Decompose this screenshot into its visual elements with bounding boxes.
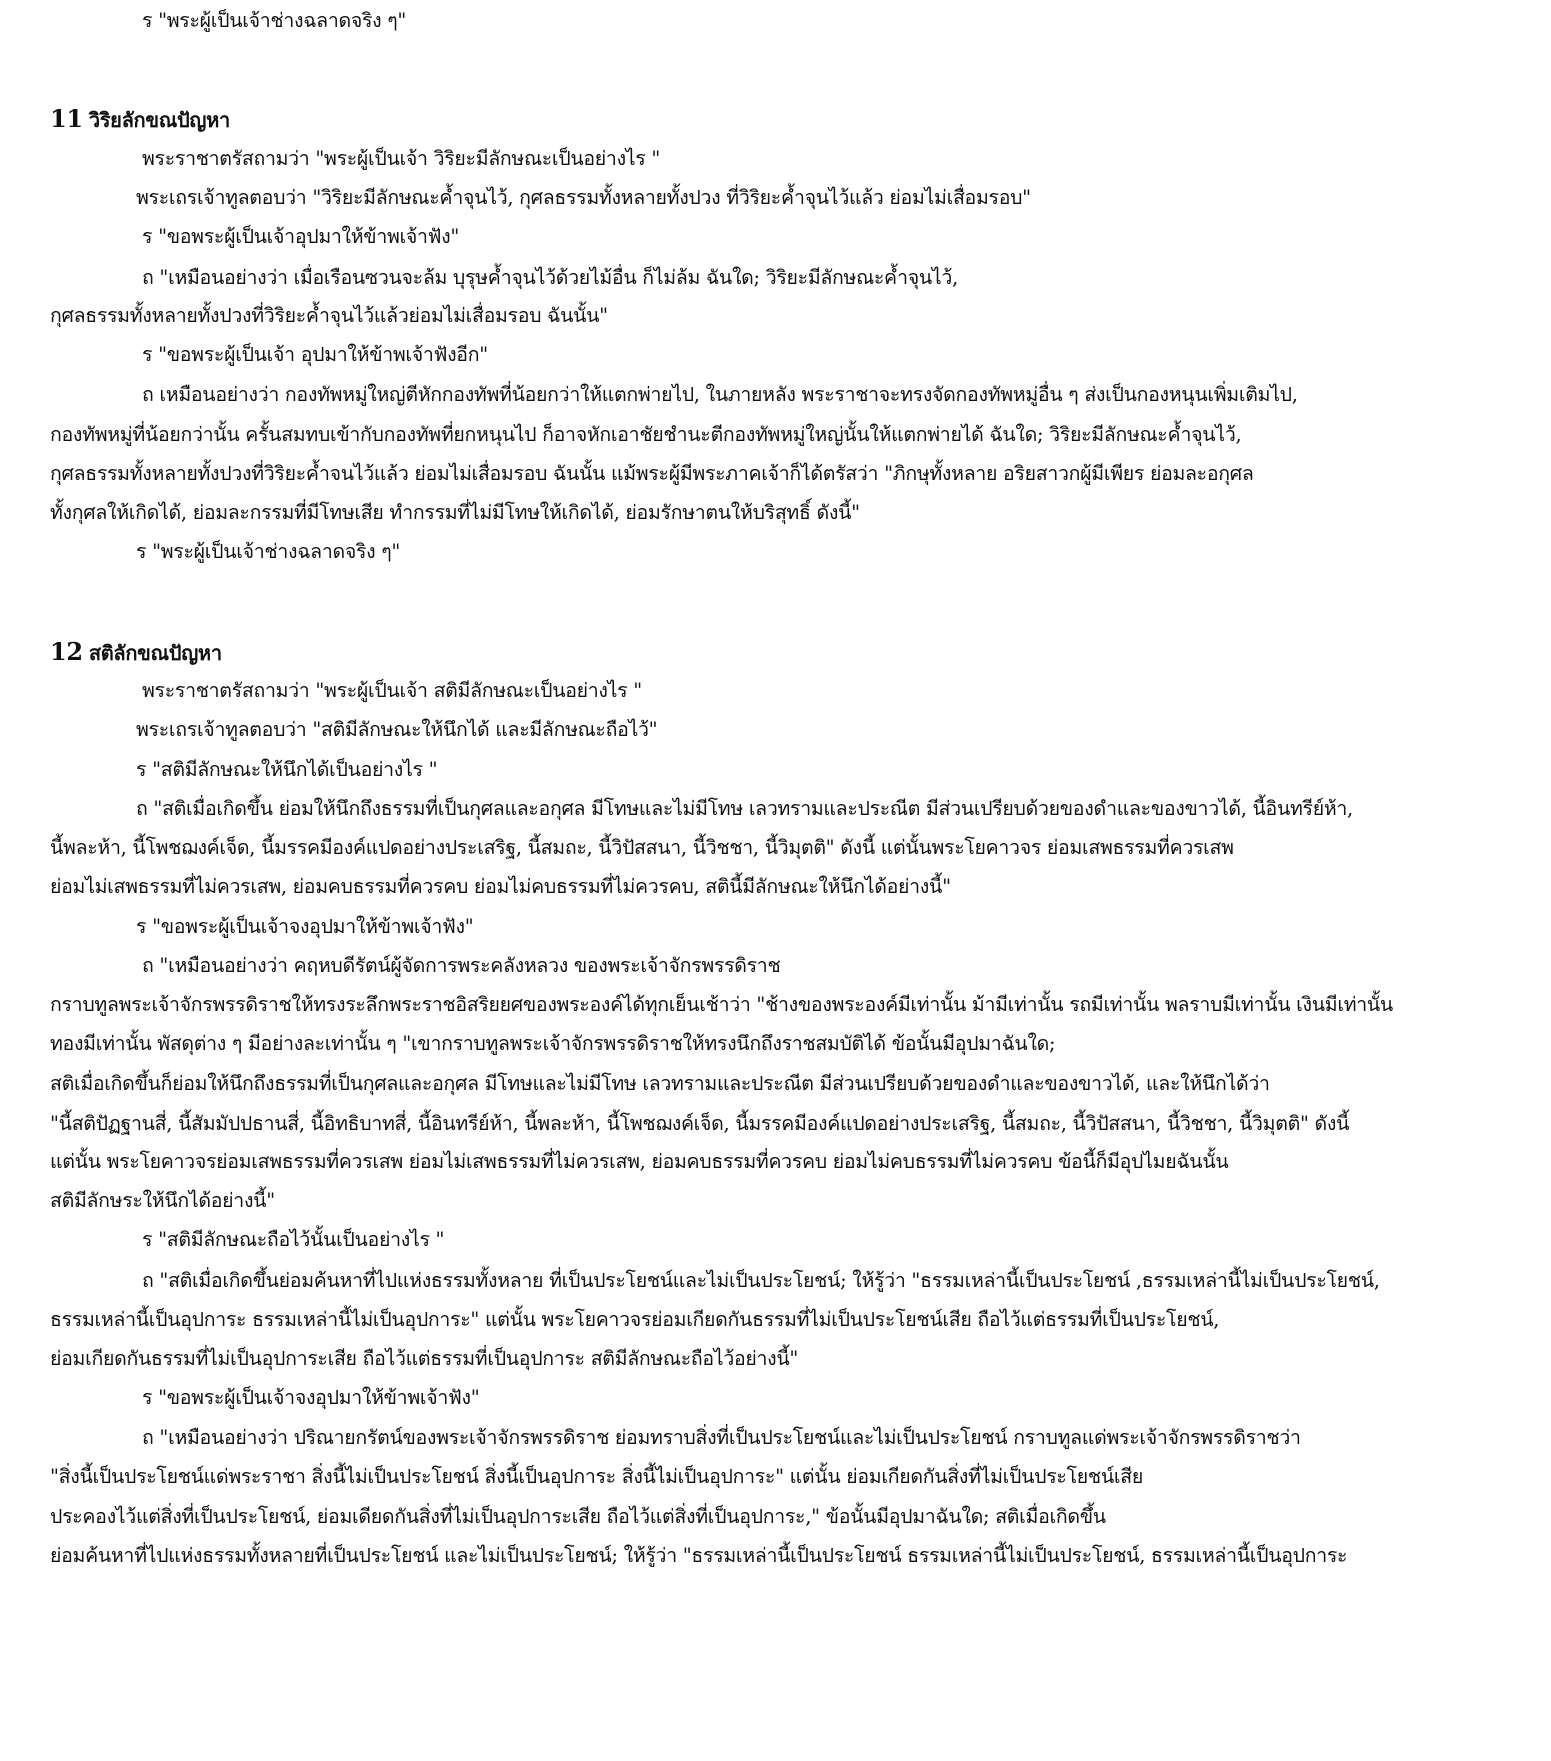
paragraph-line: นี้พละห้า, นี้โพชฌงค์เจ็ด, นี้มรรคมีองค์แปดอย่างประเสริฐ, นี้สมถะ, นี้วิปัสสนา, นี้วิชชา, นี้วิมุตติ" ดังนี้ แต่นั้นพระโยคาวจร ย่อมเสพธรรมที่ควรเสพ (50, 836, 1234, 859)
paragraph-line: ธรรมเหล่านี้เป็นอุปการะ ธรรมเหล่านี้ไม่เป็นอุปการะ" แต่นั้น พระโยคาวจรย่อมเกียดกันธรรมที่ไม่เป็นประโยชน์เสีย ถือไว้แต่ธรรมที่เป็นประโยชน์, (50, 1308, 1220, 1331)
paragraph-line: ย่อมเกียดกันธรรมที่ไม่เป็นอุปการะเสีย ถือไว้แต่ธรรมที่เป็นอุปการะ สติมีลักษณะถือไว้อย่างนี้" (50, 1347, 799, 1370)
paragraph-line: พระราชาตรัสถามว่า "พระผู้เป็นเจ้า วิริยะมีลักษณะเป็นอย่างไร " (142, 147, 661, 170)
paragraph-line: ย่อมค้นหาที่ไปแห่งธรรมทั้งหลายที่เป็นประโยชน์ และไม่เป็นประโยชน์; ให้รู้ว่า "ธรรมเหล่านี้เป็นประโยชน์ ธรรมเหล่านี้ไม่เป็นประโยชน์, ธรรมเหล่านี้เป็นอุปการะ (50, 1544, 1348, 1567)
section-heading (50, 637, 222, 668)
paragraph-line: กุศลธรรมทั้งหลายทั้งปวงที่วิริยะค้ำจนไว้แล้ว ย่อมไม่เสื่อมรอบ ฉันนั้น แม้พระผู้มีพระภาคเจ้าก็ได้ตรัสว่า "ภิกษุทั้งหลาย อริยสาวกผู้มีเพียร ย่อมละอกุศล (50, 462, 1254, 485)
paragraph-line: สติเมื่อเกิดขึ้นก็ย่อมให้นึกถึงธรรมที่เป็นกุศลและอกุศล มีโทษและไม่มีโทษ เลวทรามและประณีต มีส่วนเปรียบด้วยของดำและของขาวได้, และให้นึกได้ว่า (50, 1072, 1270, 1095)
paragraph-line: กองทัพหมู่ที่น้อยกว่านั้น ครั้นสมทบเข้ากับกองทัพที่ยกหนุนไป ก็อาจหักเอาชัยชำนะตีกองทัพหมู่ใหญ่นั้นให้แตกพ่ายได้ ฉันใด; วิริยะมีลักษณะค้ำจุนไว้, (50, 423, 1242, 446)
paragraph-line: ร "ขอพระผู้เป็นเจ้าจงอุปมาให้ข้าพเจ้าฟัง" (142, 1386, 480, 1409)
paragraph-line: ร "สติมีลักษณะให้นึกได้เป็นอย่างไร " (136, 758, 438, 781)
paragraph-line: พระเถรเจ้าทูลตอบว่า "สติมีลักษณะให้นึกได้ และมีลักษณะถือไว้" (136, 718, 658, 741)
paragraph-line: ร "ขอพระผู้เป็นเจ้าจงอุปมาให้ข้าพเจ้าฟัง" (136, 915, 474, 938)
paragraph-line: กุศลธรรมทั้งหลายทั้งปวงที่วิริยะค้ำจุนไว้แล้วย่อมไม่เสื่อมรอบ ฉันนั้น" (50, 304, 608, 327)
paragraph-line: "นี้สติปัฏฐานสี่, นี้สัมมัปปธานสี่, นี้อิทธิบาทสี่, นี้อินทรีย์ห้า, นี้พละห้า, นี้โพชฌงค์เจ็ด, นี้มรรคมีองค์แปดอย่างประเสริฐ, นี้สมถะ, นี้วิปัสสนา, นี้วิชชา, นี้วิมุตติ" ดังนี้ (50, 1112, 1350, 1135)
paragraph-line: ประคองไว้แต่สิ่งที่เป็นประโยชน์, ย่อมเดียดกันสิ่งที่ไม่เป็นอุปการะเสีย ถือไว้แต่สิ่งที่เป็นอุปการะ," ข้อนั้นมีอุปมาฉันใด; สติเมื่อเกิดขึ้น (50, 1505, 1106, 1528)
paragraph-line: ร "พระผู้เป็นเจ้าช่างฉลาดจริง ๆ" (142, 9, 407, 32)
paragraph-line: ถ "เหมือนอย่างว่า คฤหบดีรัตน์ผู้จัดการพระคลังหลวง ของพระเจ้าจักรพรรดิราช (142, 954, 781, 977)
paragraph-line: พระราชาตรัสถามว่า "พระผู้เป็นเจ้า สติมีลักษณะเป็นอย่างไร " (142, 679, 642, 702)
section-number: 12 (50, 637, 83, 666)
section-number: 11 (50, 104, 83, 133)
section-title: วิริยลักขณปัญหา (88, 108, 230, 132)
paragraph-line: แต่นั้น พระโยคาวจรย่อมเสพธรรมที่ควรเสพ ย่อมไม่เสพธรรมที่ไม่ควรเสพ, ย่อมคบธรรมที่ควรคบ ย่อมไม่คบธรรมที่ไม่ควรคบ ข้อนี้ก็มีอุปไมยฉันนั้น (50, 1150, 1229, 1173)
paragraph-line: กราบทูลพระเจ้าจักรพรรดิราชให้ทรงระลึกพระราชอิสริยยศของพระองค์ได้ทุกเย็นเช้าว่า "ช้างของพระองค์มีเท่านั้น ม้ามีเท่านั้น รถมีเท่านั้น พลราบมีเท่านั้น เงินมีเท่านั้น (50, 993, 1393, 1016)
paragraph-line: ย่อมไม่เสพธรรมที่ไม่ควรเสพ, ย่อมคบธรรมที่ควรคบ ย่อมไม่คบธรรมที่ไม่ควรคบ, สตินี้มีลักษณะให้นึกได้อย่างนี้" (50, 875, 951, 898)
paragraph-line: ทองมีเท่านั้น พัสดุต่าง ๆ มีอย่างละเท่านั้น ๆ "เขากราบทูลพระเจ้าจักรพรรดิราชให้ทรงนึกถึงราชสมบัติได้ ข้อนั้นมีอุปมาฉันใด; (50, 1032, 1056, 1055)
paragraph-line: ถ "เหมือนอย่างว่า ปริณายกรัตน์ของพระเจ้าจักรพรรดิราช ย่อมทราบสิ่งที่เป็นประโยชน์และไม่เป็นประโยชน์ กราบทูลแด่พระเจ้าจักรพรรดิราชว่า (142, 1426, 1301, 1449)
paragraph-line: สติมีลักษระให้นึกได้อย่างนี้" (50, 1189, 275, 1212)
paragraph-line: ทั้งกุศลให้เกิดได้, ย่อมละกรรมที่มีโทษเสีย ทำกรรมที่ไม่มีโทษให้เกิดได้, ย่อมรักษาตนให้บริสุทธิ์ ดังนี้" (50, 501, 860, 524)
paragraph-line: ร "พระผู้เป็นเจ้าช่างฉลาดจริง ๆ" (136, 540, 401, 563)
paragraph-line: ถ "สติเมื่อเกิดขึ้น ย่อมให้นึกถึงธรรมที่เป็นกุศลและอกุศล มีโทษและไม่มีโทษ เลวทรามและประณีต มีส่วนเปรียบด้วยของดำและของขาวได้, นี้อินทรีย์ห้า, (136, 797, 1353, 820)
paragraph-line: ถ "เหมือนอย่างว่า เมื่อเรือนซวนจะล้ม บุรุษค้ำจุนไว้ด้วยไม้อื่น ก็ไม่ล้ม ฉันใด; วิริยะมีลักษณะค้ำจุนไว้, (142, 266, 958, 289)
section-title: สติลักขณปัญหา (88, 641, 222, 665)
paragraph-line: ถ เหมือนอย่างว่า กองทัพหมู่ใหญ่ตีหักกองทัพที่น้อยกว่าให้แตกพ่ายไป, ในภายหลัง พระราชาจะทรงจัดกองทัพหมู่อื่น ๆ ส่งเป็นกองหนุนเพิ่มเติมไป, (142, 383, 1298, 406)
paragraph-line: พระเถรเจ้าทูลตอบว่า "วิริยะมีลักษณะค้ำจุนไว้, กุศลธรรมทั้งหลายทั้งปวง ที่วิริยะค้ำจุนไว้แล้ว ย่อมไม่เสื่อมรอบ" (136, 186, 1031, 209)
paragraph-line: ร "ขอพระผู้เป็นเจ้าอุปมาให้ข้าพเจ้าฟัง" (142, 225, 460, 248)
paragraph-line: ถ "สติเมื่อเกิดขึ้นย่อมค้นหาที่ไปแห่งธรรมทั้งหลาย ที่เป็นประโยชน์และไม่เป็นประโยชน์; ให้รู้ว่า "ธรรมเหล่านี้เป็นประโยชน์ ,ธรรมเหล่านี้ไม่เป็นประโยชน์, (142, 1269, 1380, 1292)
paragraph-line: ร "ขอพระผู้เป็นเจ้า อุปมาให้ข้าพเจ้าฟังอีก" (142, 343, 488, 366)
section-heading (50, 104, 230, 135)
paragraph-line: "สิ่งนี้เป็นประโยชน์แด่พระราชา สิ่งนี้ไม่เป็นประโยชน์ สิ่งนี้เป็นอุปการะ สิ่งนี้ไม่เป็นอุปการะ" แต่นั้น ย่อมเกียดกันสิ่งที่ไม่เป็นประโยชน์เสีย (50, 1465, 1143, 1488)
paragraph-line: ร "สติมีลักษณะถือไว้นั้นเป็นอย่างไร " (142, 1228, 445, 1251)
